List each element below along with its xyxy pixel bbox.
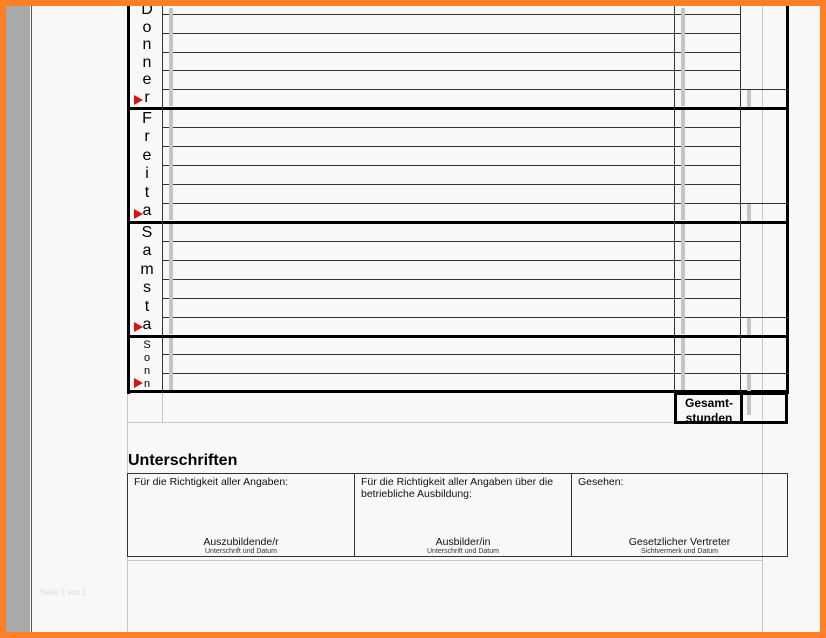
row-marker-arrow: [134, 95, 143, 105]
hours-highlight: [747, 374, 751, 391]
table-border-left: [127, 6, 130, 394]
row-marker-arrow: [134, 322, 143, 332]
day-separator: [127, 221, 788, 224]
day-letter: a: [142, 201, 152, 219]
row-line: [162, 373, 740, 374]
hours-highlight: [747, 318, 751, 335]
row-marker-arrow: [134, 378, 143, 388]
day-letter: D: [141, 1, 153, 18]
page-footer-watermark: Seite 1 von 1: [40, 588, 87, 597]
total-hours-box: [674, 392, 788, 424]
page-guide-bottom: [127, 560, 763, 561]
column-line: [674, 6, 675, 392]
day-letter: t: [144, 183, 150, 201]
row-marker-arrow: [134, 209, 143, 219]
signature-subtitle: Unterschrift und Datum: [205, 548, 277, 555]
row-line: [162, 203, 740, 204]
table-border-right: [786, 6, 789, 394]
signature-trainer[interactable]: [355, 474, 572, 556]
signature-subtitle: Unterschrift und Datum: [427, 548, 499, 555]
day-letter: a: [142, 315, 152, 333]
day-label-samstag: [134, 225, 160, 333]
signature-trainee[interactable]: [128, 474, 355, 556]
signature-header: Für die Richtigkeit aller Angaben:: [134, 476, 289, 488]
row-line: [162, 279, 740, 280]
total-hours-label-line1: Gesamt-: [684, 396, 734, 410]
signatures-table: [127, 473, 788, 557]
day-letter: o: [143, 352, 151, 364]
row-line: [162, 14, 740, 15]
left-sidebar: [6, 6, 30, 632]
page-guide-inner: [162, 392, 163, 422]
row-line: [162, 146, 740, 147]
column-highlight: [169, 8, 173, 106]
page-guide-horizontal: [127, 422, 763, 423]
row-line: [162, 70, 740, 71]
day-letter: a: [142, 242, 152, 260]
column-line: [740, 6, 741, 392]
row-line: [162, 317, 740, 318]
column-highlight: [681, 338, 685, 390]
hours-highlight: [747, 204, 751, 221]
row-line: [162, 241, 740, 242]
hours-highlight: [747, 90, 751, 107]
row-line: [162, 354, 740, 355]
day-separator: [127, 335, 788, 338]
column-highlight: [169, 338, 173, 390]
row-line: [162, 165, 740, 166]
day-label-donnerstag: [134, 2, 160, 106]
signature-role: Ausbilder/in: [435, 536, 491, 548]
row-line: [162, 127, 740, 128]
column-line: [162, 6, 163, 392]
day-letter: n: [142, 53, 152, 71]
day-letter: r: [144, 88, 150, 106]
column-highlight: [681, 8, 685, 106]
day-letter: r: [144, 128, 150, 146]
day-letter: S: [143, 339, 151, 351]
total-hours-divider: [740, 395, 743, 421]
row-line: [162, 184, 740, 185]
column-highlight: [169, 224, 173, 334]
day-label-freitag: [134, 111, 160, 219]
signature-guardian[interactable]: [572, 474, 787, 556]
row-line: [162, 298, 740, 299]
day-letter: n: [143, 365, 151, 377]
signatures-title: Unterschriften: [128, 452, 238, 469]
day-letter: t: [144, 297, 150, 315]
day-letter: F: [142, 110, 152, 127]
day-letter: S: [141, 224, 153, 241]
signature-role: Auszubildende/r: [203, 536, 279, 548]
day-letter: s: [143, 279, 151, 297]
total-hours-label-line2: stunden: [685, 411, 733, 425]
signature-subtitle: Sichtvermerk und Datum: [640, 548, 719, 555]
day-letter: e: [142, 71, 152, 89]
day-letter: o: [142, 18, 152, 36]
row-line: [162, 260, 740, 261]
day-letter: m: [140, 260, 154, 278]
day-letter: n: [143, 378, 151, 390]
day-letter: e: [142, 146, 152, 164]
row-line: [162, 89, 740, 90]
day-separator: [127, 107, 788, 110]
column-highlight: [681, 224, 685, 334]
day-letter: n: [142, 36, 152, 54]
total-hours-label: [680, 396, 738, 426]
signature-header: Gesehen:: [578, 476, 624, 488]
total-hours-value-marker: [747, 395, 751, 415]
column-highlight: [169, 110, 173, 220]
column-highlight: [681, 110, 685, 220]
signature-role: Gesetzlicher Vertreter: [628, 536, 731, 548]
day-letter: i: [145, 165, 149, 183]
row-line: [162, 33, 740, 34]
row-line: [162, 52, 740, 53]
signature-header: Für die Richtigkeit aller Angaben über die betriebliche Ausbildung:: [361, 476, 554, 500]
